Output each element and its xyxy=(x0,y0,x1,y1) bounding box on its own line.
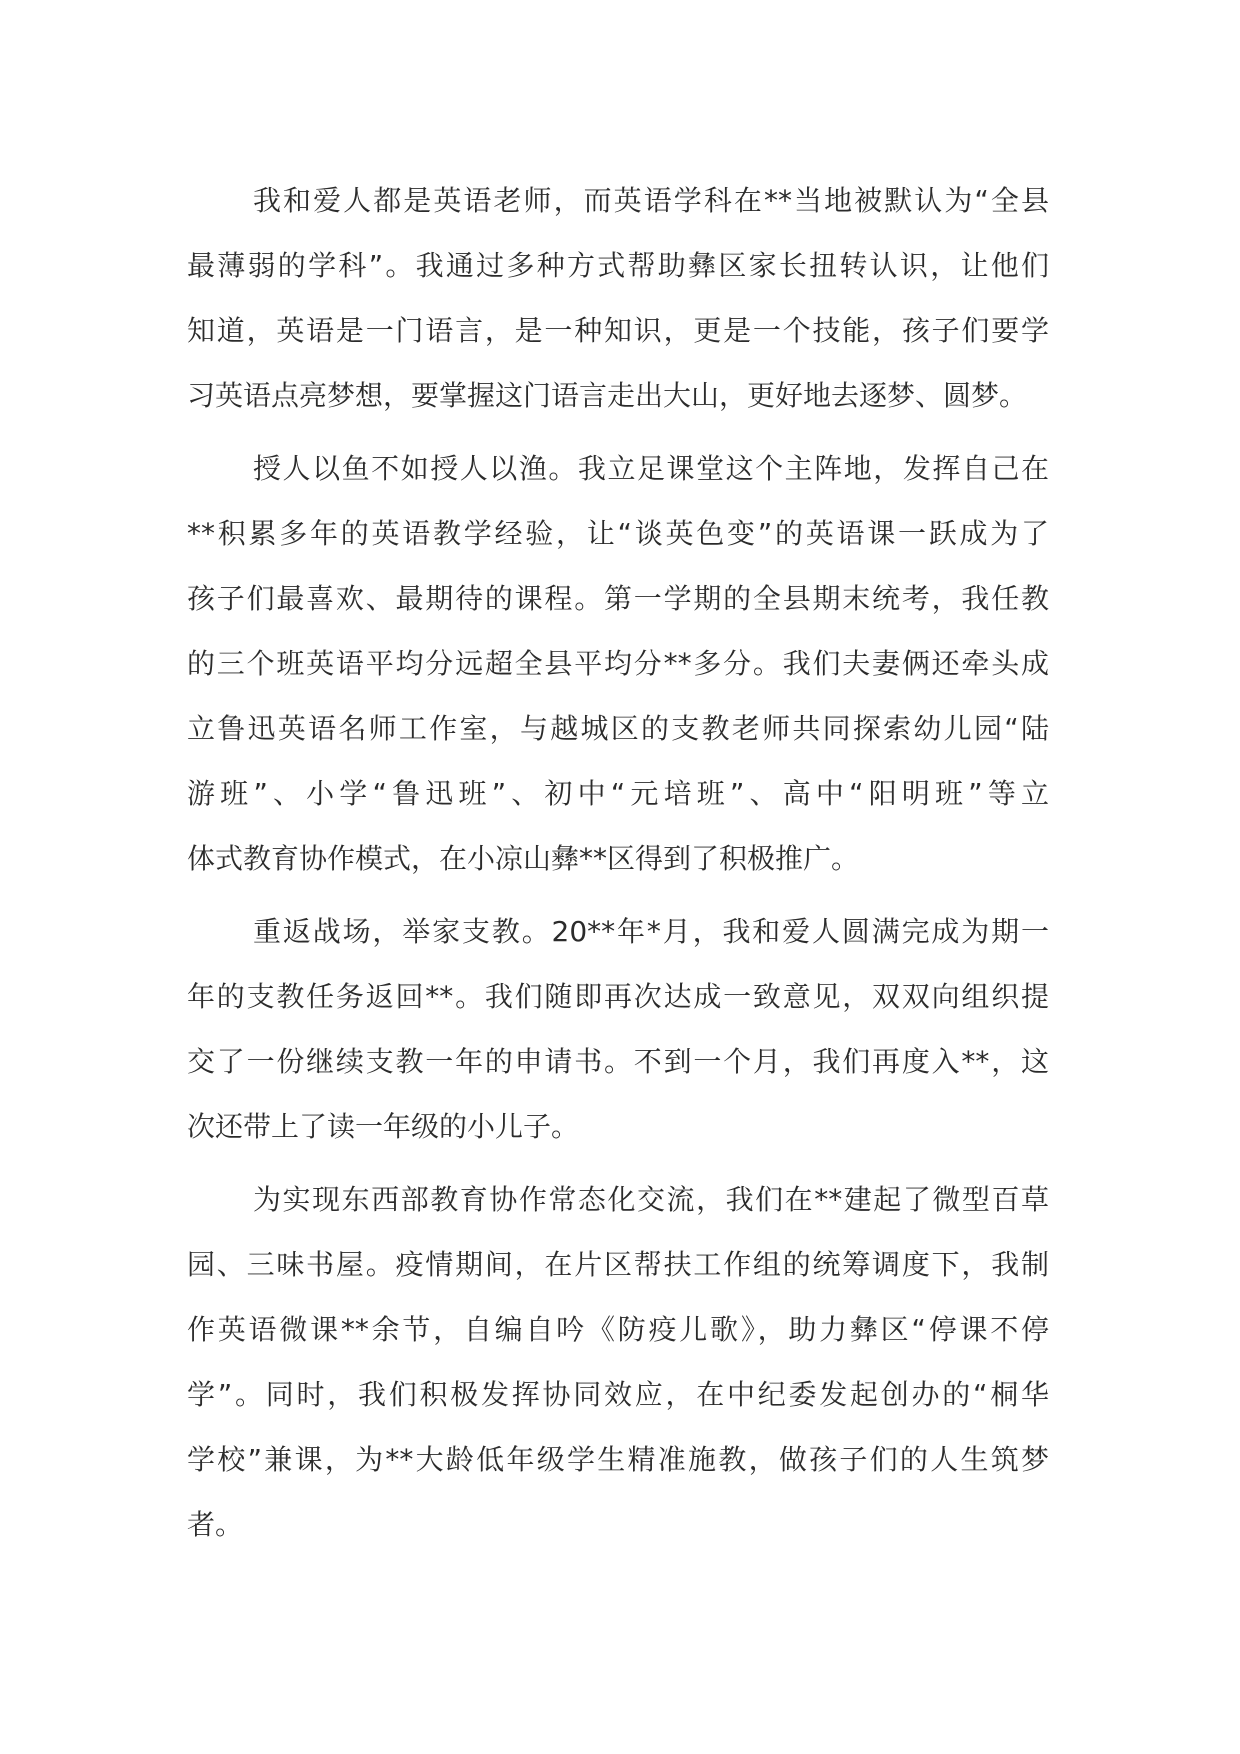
paragraph-line: 学校”兼课，为**大龄低年级学生精准施教，做孩子们的人生筑梦 xyxy=(187,1443,1049,1476)
paragraph-line: 立鲁迅英语名师工作室，与越城区的支教老师共同探索幼儿园“陆 xyxy=(187,712,1049,745)
paragraph-line: 体式教育协作模式，在小凉山彝**区得到了积极推广。 xyxy=(187,842,860,875)
paragraph-2 xyxy=(187,436,1049,891)
paragraph-line: 习英语点亮梦想，要掌握这门语言走出大山，更好地去逐梦、圆梦。 xyxy=(187,379,1028,412)
paragraph-line: 最薄弱的学科”。我通过多种方式帮助彝区家长扭转认识，让他们 xyxy=(187,249,1049,282)
paragraph-line: 的三个班英语平均分远超全县平均分**多分。我们夫妻俩还牵头成 xyxy=(187,647,1049,680)
paragraph-line: 园、三味书屋。疫情期间，在片区帮扶工作组的统筹调度下，我制 xyxy=(187,1248,1049,1281)
paragraph-1 xyxy=(187,168,1049,428)
paragraph-line: 授人以鱼不如授人以渔。我立足课堂这个主阵地，发挥自己在 xyxy=(253,452,1049,485)
document-body xyxy=(187,168,1049,1565)
paragraph-line: 游班”、小学“鲁迅班”、初中“元培班”、高中“阳明班”等立 xyxy=(187,777,1049,810)
paragraph-line: 我和爱人都是英语老师，而英语学科在**当地被默认为“全县 xyxy=(253,184,1049,217)
paragraph-line: 学”。同时，我们积极发挥协同效应，在中纪委发起创办的“桐华 xyxy=(187,1378,1049,1411)
paragraph-line: 次还带上了读一年级的小儿子。 xyxy=(187,1110,580,1143)
paragraph-line: 重返战场，举家支教。20**年*月，我和爱人圆满完成为期一 xyxy=(253,915,1049,948)
paragraph-line: 为实现东西部教育协作常态化交流，我们在**建起了微型百草 xyxy=(253,1183,1049,1216)
paragraph-4 xyxy=(187,1167,1049,1557)
paragraph-line: 孩子们最喜欢、最期待的课程。第一学期的全县期末统考，我任教 xyxy=(187,582,1049,615)
paragraph-line: 者。 xyxy=(187,1508,244,1541)
paragraph-line: 年的支教任务返回**。我们随即再次达成一致意见，双双向组织提 xyxy=(187,980,1049,1013)
paragraph-line: 知道，英语是一门语言，是一种知识，更是一个技能，孩子们要学 xyxy=(187,314,1049,347)
paragraph-line: **积累多年的英语教学经验，让“谈英色变”的英语课一跃成为了 xyxy=(187,517,1049,550)
paragraph-line: 作英语微课**余节，自编自吟《防疫儿歌》，助力彝区“停课不停 xyxy=(187,1313,1049,1346)
paragraph-3 xyxy=(187,899,1049,1159)
paragraph-line: 交了一份继续支教一年的申请书。不到一个月，我们再度入**，这 xyxy=(187,1045,1049,1078)
